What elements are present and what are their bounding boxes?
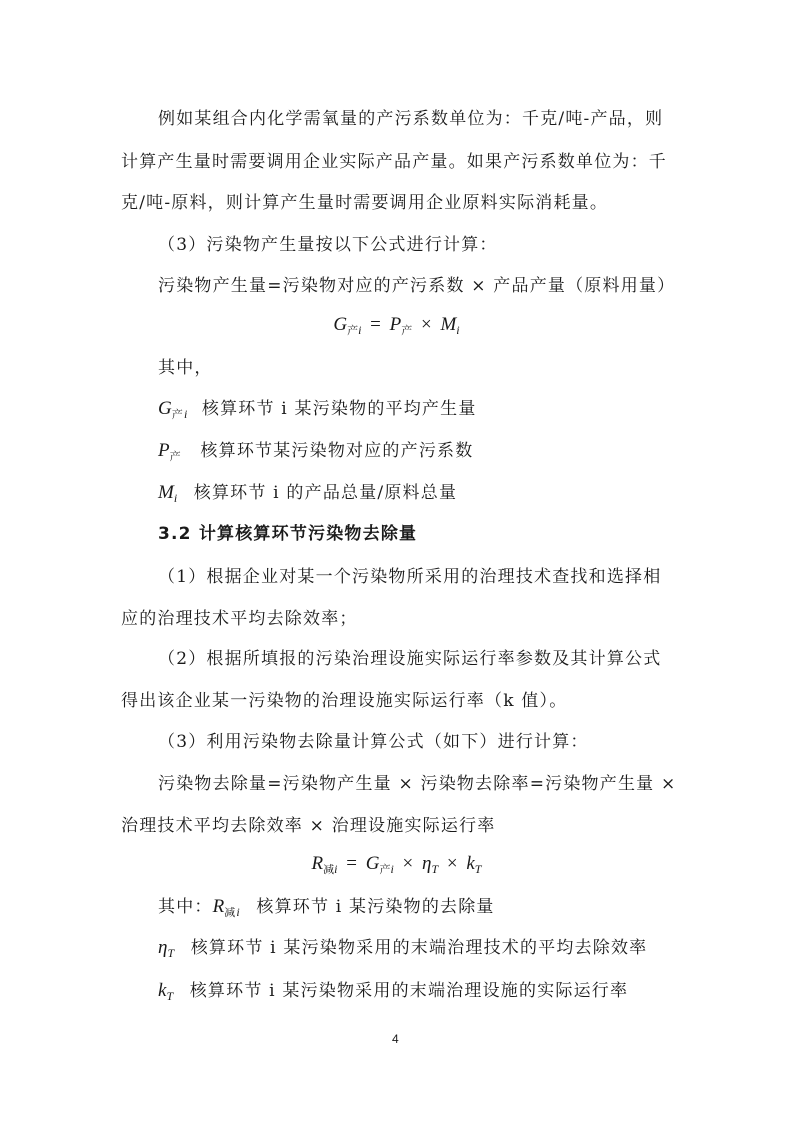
paragraph-line: 污染物产生量=污染物对应的产污系数 × 产品产量（原料用量） bbox=[158, 276, 676, 296]
subscript: T bbox=[166, 989, 174, 1003]
definition-prefix: 其中： bbox=[158, 897, 213, 917]
symbol-eta: η bbox=[422, 853, 432, 874]
symbol-p: P bbox=[389, 314, 402, 335]
symbol-r: R bbox=[311, 853, 324, 874]
definition-m bbox=[158, 482, 457, 505]
paragraph-line: 克/吨-原料，则计算产生量时需要调用企业原料实际消耗量。 bbox=[121, 193, 609, 213]
paragraph-line: 例如某组合内化学需氧量的产污系数单位为：千克/吨-产品，则 bbox=[158, 109, 664, 129]
definition-text: 核算环节 i 某污染物采用的末端治理设施的实际运行率 bbox=[189, 981, 629, 1001]
subscript: i bbox=[390, 862, 394, 876]
symbol-g: G bbox=[158, 398, 172, 419]
subscript: 产 bbox=[401, 325, 413, 337]
symbol-k: k bbox=[466, 853, 475, 874]
definition-p bbox=[158, 440, 473, 464]
symbol-m: M bbox=[158, 482, 174, 503]
paragraph-line: 污染物去除量=污染物产生量 × 污染物去除率=污染物产生量 × bbox=[158, 774, 677, 794]
symbol-g: G bbox=[333, 314, 348, 335]
paragraph-line: （3）利用污染物去除量计算公式（如下）进行计算： bbox=[158, 732, 589, 752]
subscript: i bbox=[173, 491, 178, 505]
definition-r bbox=[158, 896, 495, 920]
subscript: T bbox=[431, 862, 439, 876]
operator: × bbox=[421, 314, 432, 335]
subscript: 产 bbox=[171, 408, 184, 421]
definition-eta bbox=[158, 937, 647, 960]
paragraph-line: （3）污染物产生量按以下公式进行计算： bbox=[158, 235, 498, 255]
subscript: 减 bbox=[224, 906, 237, 919]
subscript: 产 bbox=[379, 864, 391, 876]
paragraph-line: 其中， bbox=[158, 358, 213, 378]
symbol-g: G bbox=[365, 853, 380, 874]
subscript: 产 bbox=[347, 325, 359, 337]
subscript: i bbox=[236, 905, 240, 919]
paragraph-line: （2）根据所填报的污染治理设施实际运行率参数及其计算公式 bbox=[158, 649, 662, 669]
subscript: i bbox=[358, 323, 362, 337]
symbol-eta: η bbox=[158, 937, 168, 958]
subscript: 减 bbox=[323, 864, 335, 876]
operator: = bbox=[346, 853, 357, 874]
operator: × bbox=[402, 853, 414, 874]
paragraph-line: （1）根据企业对某一个污染物所采用的治理技术查找和选择相 bbox=[158, 567, 662, 587]
operator: × bbox=[446, 853, 458, 874]
subscript: i bbox=[456, 323, 460, 337]
formula-removal bbox=[0, 853, 793, 877]
definition-g bbox=[158, 398, 477, 422]
paragraph-line: 治理技术平均去除效率 × 治理设施实际运行率 bbox=[121, 816, 496, 836]
symbol-m: M bbox=[440, 314, 457, 335]
formula-production bbox=[0, 314, 793, 338]
subscript: 产 bbox=[169, 450, 182, 463]
definition-text: 核算环节 i 某污染物的去除量 bbox=[256, 897, 495, 917]
paragraph-line: 计算产生量时需要调用企业实际产品产量。如果产污系数单位为：千 bbox=[121, 152, 667, 172]
definition-k bbox=[158, 980, 628, 1003]
symbol-p: P bbox=[158, 440, 170, 461]
subscript: T bbox=[167, 946, 175, 960]
section-heading: 3.2 计算核算环节污染物去除量 bbox=[158, 524, 418, 544]
subscript: T bbox=[474, 862, 482, 876]
definition-text: 核算环节 i 的产品总量/原料总量 bbox=[193, 483, 458, 503]
definition-text: 核算环节 i 某污染物采用的末端治理技术的平均去除效率 bbox=[190, 938, 648, 958]
operator: = bbox=[370, 314, 381, 335]
subscript: i bbox=[334, 862, 338, 876]
subscript: i bbox=[183, 407, 188, 421]
symbol-r: R bbox=[212, 896, 225, 917]
definition-text: 核算环节某污染物对应的产污系数 bbox=[200, 441, 474, 461]
symbol-k: k bbox=[158, 980, 167, 1001]
paragraph-line: 应的治理技术平均去除效率； bbox=[121, 609, 358, 629]
paragraph-line: 得出该企业某一污染物的治理设施实际运行率（k 值）。 bbox=[121, 691, 568, 711]
definition-text: 核算环节 i 某污染物的平均产生量 bbox=[201, 399, 477, 419]
page-number: 4 bbox=[392, 1032, 399, 1046]
